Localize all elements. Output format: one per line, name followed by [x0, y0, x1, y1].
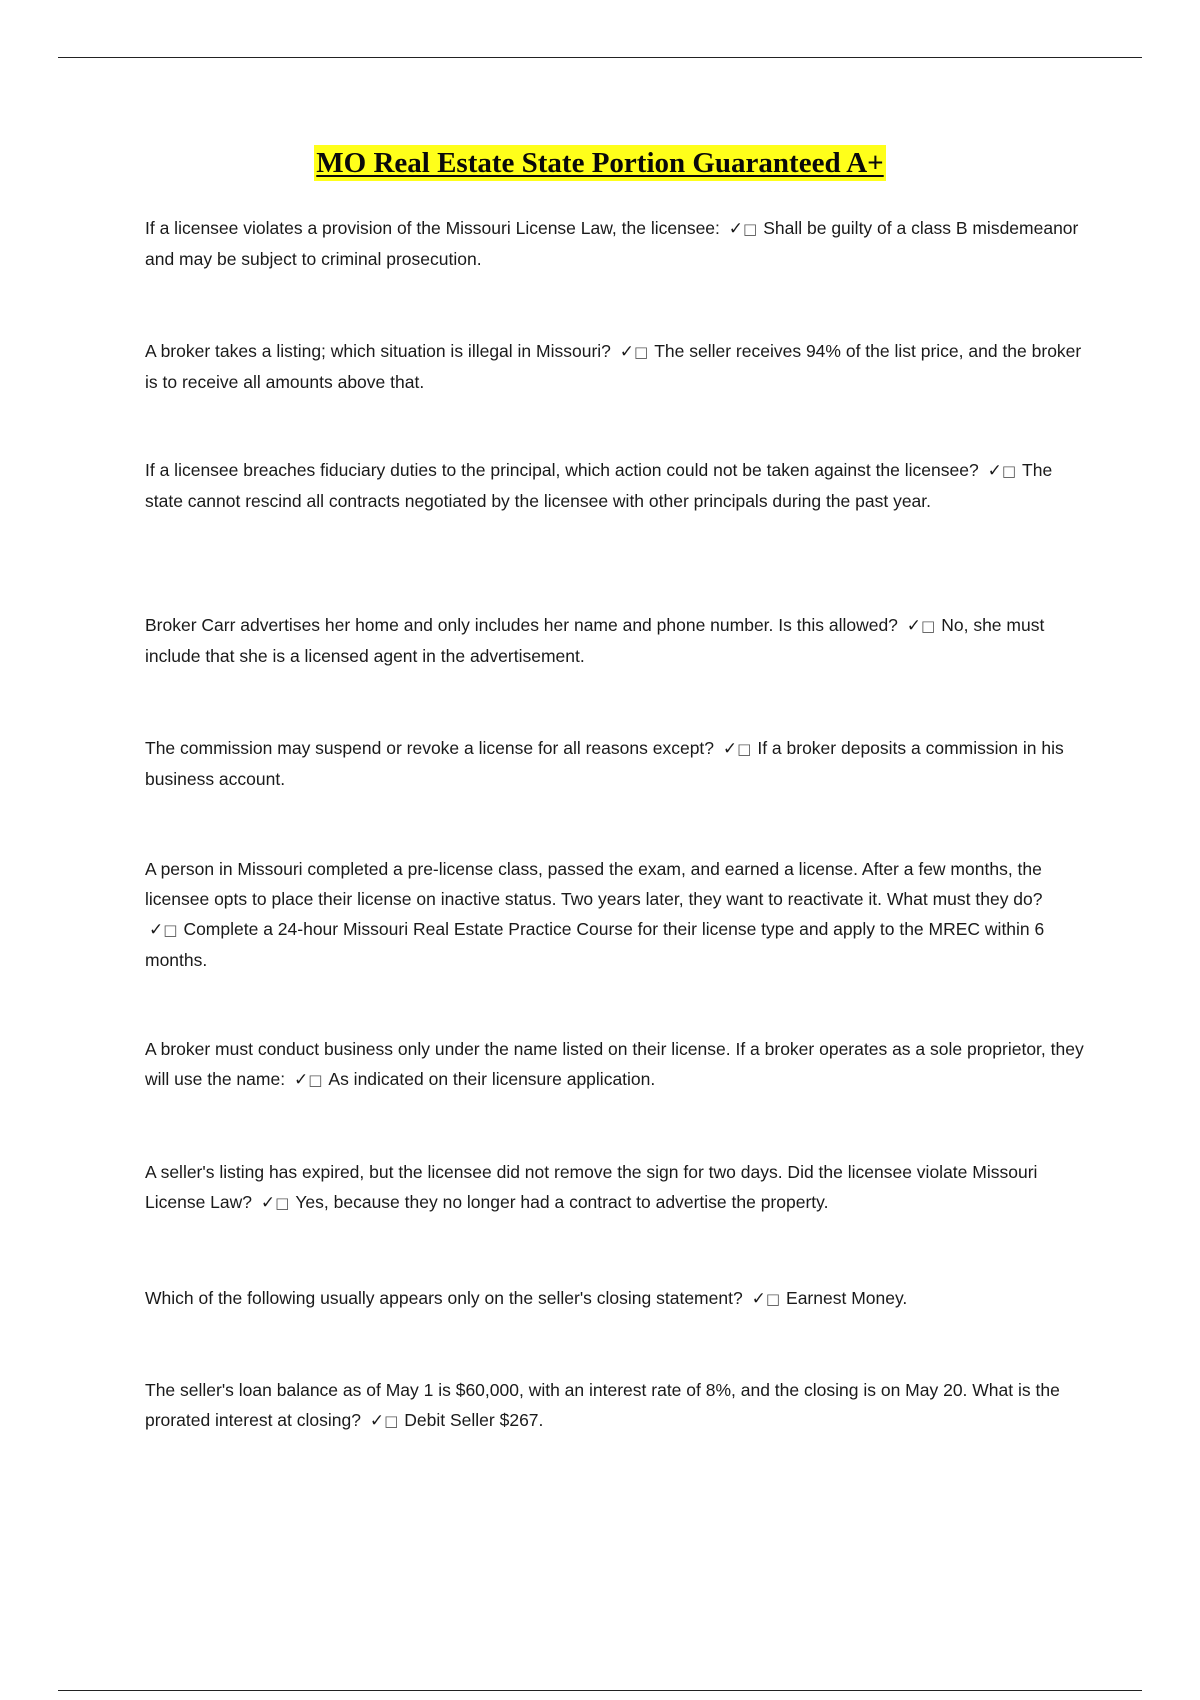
answer-text: Complete a 24-hour Missouri Real Estate Practice Course for their license type and apply to the MREC within 6 months. — [145, 919, 1045, 970]
qa-item — [145, 1283, 1090, 1314]
answer-text: No, she must include that she is a licensed agent in the advertisement. — [145, 615, 1045, 666]
check-icon: ✓ — [751, 1289, 766, 1309]
box-icon: □ — [921, 617, 936, 635]
check-icon: ✓ — [722, 739, 738, 759]
box-icon: □ — [1001, 462, 1017, 480]
qa-item — [145, 1034, 1090, 1095]
answer-text: If a broker deposits a commission in his business account. — [145, 738, 1064, 789]
qa-item — [145, 336, 1090, 397]
check-icon: ✓ — [728, 219, 744, 239]
question-text: If a licensee breaches fiduciary duties to the principal, which action could not be taken against the licensee? — [145, 460, 979, 480]
question-text: A broker takes a listing; which situation is illegal in Missouri? — [145, 341, 611, 361]
answer-text: As indicated on their licensure application. — [328, 1069, 656, 1089]
box-icon: □ — [275, 1194, 290, 1212]
question-text: A seller's listing has expired, but the licensee did not remove the sign for two days. Did the licensee violate Missouri License Law? — [145, 1162, 1038, 1212]
answer-text: Yes, because they no longer had a contract to advertise the property. — [295, 1192, 829, 1212]
question-text: A broker must conduct business only under the name listed on their license. If a broker operates as a sole proprietor, they will use the name: — [145, 1039, 1084, 1089]
qa-item — [145, 1375, 1090, 1436]
box-icon: □ — [765, 1290, 781, 1308]
answer-text: The state cannot rescind all contracts negotiated by the licensee with other principals during the past year. — [145, 460, 1053, 511]
answer-text: The seller receives 94% of the list price, and the broker is to receive all amounts above that. — [145, 341, 1082, 392]
check-icon: ✓ — [260, 1193, 276, 1213]
box-icon: □ — [308, 1071, 323, 1089]
box-icon: □ — [634, 343, 649, 361]
check-icon: ✓ — [619, 342, 635, 362]
page-title: MO Real Estate State Portion Guaranteed A+ — [316, 147, 884, 179]
check-icon: ✓ — [293, 1070, 309, 1090]
title-wrap — [0, 145, 1200, 181]
question-text: Broker Carr advertises her home and only includes her name and phone number. Is this allowed? — [145, 615, 898, 635]
qa-item — [145, 610, 1090, 671]
check-icon: ✓ — [906, 616, 922, 636]
question-text: Which of the following usually appears only on the seller's closing statement? — [145, 1288, 743, 1308]
check-icon: ✓ — [149, 920, 164, 940]
qa-item — [145, 854, 1090, 975]
qa-item — [145, 213, 1090, 274]
question-text: If a licensee violates a provision of the Missouri License Law, the licensee: — [145, 218, 720, 238]
check-icon: ✓ — [987, 461, 1002, 481]
box-icon: □ — [163, 921, 178, 939]
answer-text: Earnest Money. — [786, 1288, 908, 1308]
box-icon: □ — [743, 220, 758, 238]
question-text: The commission may suspend or revoke a license for all reasons except? — [145, 738, 715, 758]
qa-item — [145, 1157, 1090, 1218]
box-icon: □ — [737, 740, 752, 758]
box-icon: □ — [384, 1412, 399, 1430]
qa-item — [145, 733, 1090, 794]
answer-text: Debit Seller $267. — [404, 1410, 544, 1430]
answer-text: Shall be guilty of a class B misdemeanor and may be subject to criminal prosecution. — [145, 218, 1079, 269]
top-rule — [58, 57, 1142, 58]
bottom-rule — [58, 1690, 1142, 1691]
check-icon: ✓ — [369, 1411, 385, 1431]
question-text: A person in Missouri completed a pre-license class, passed the exam, and earned a license. After a few months, the licensee opts to place their license on inactive status. Two years later, they want to reactivate it. What must they do? — [145, 859, 1043, 909]
question-text: The seller's loan balance as of May 1 is $60,000, with an interest rate of 8%, and the closing is on May 20. What is the prorated interest at closing? — [145, 1380, 1060, 1430]
qa-item — [145, 455, 1090, 516]
